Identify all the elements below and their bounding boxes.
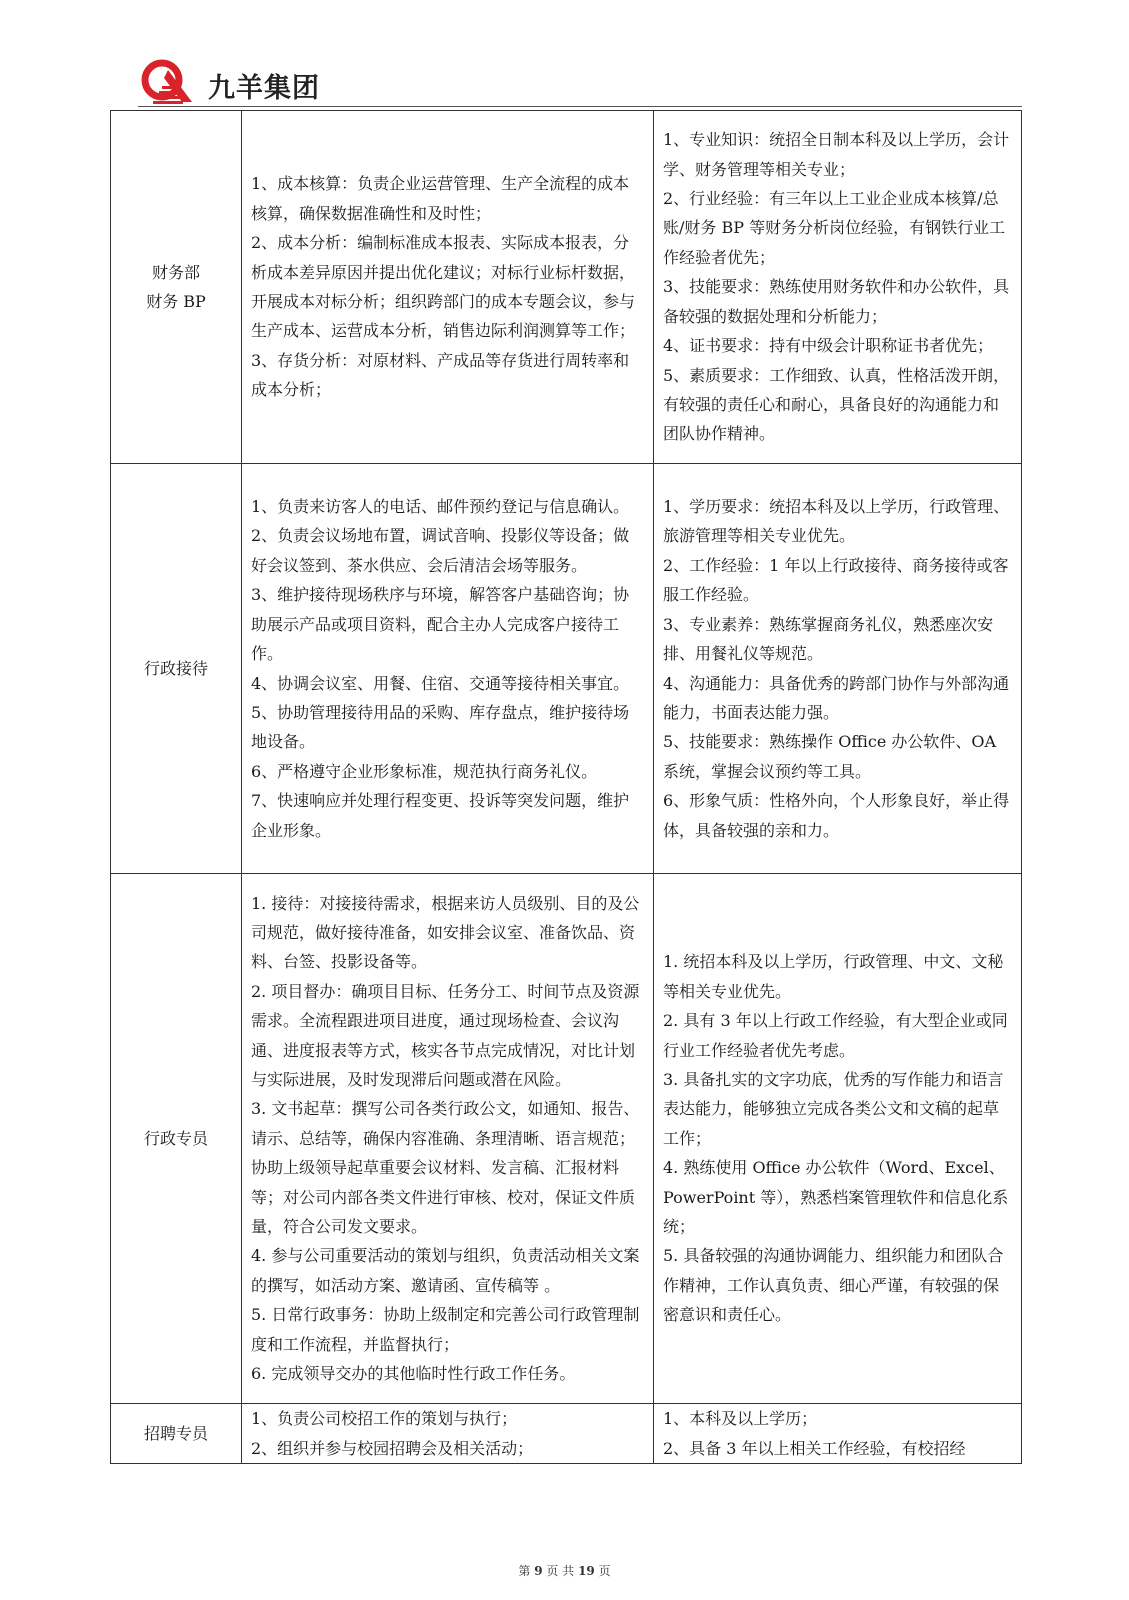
requirement-item: 6、形象气质：性格外向，个人形象良好，举止得体，具备较强的亲和力。 — [663, 791, 1010, 840]
requirement-item: 2、工作经验：1 年以上行政接待、商务接待或客服工作经验。 — [663, 555, 1009, 605]
requirement-item: 4、沟通能力：具备优秀的跨部门协作与外部沟通能力，书面表达能力强。 — [663, 673, 1010, 722]
role-cell — [111, 464, 242, 874]
requirement-item: 5、技能要求：熟练操作 Office 办公软件、OA 系统，掌握会议预约等工具。 — [663, 732, 997, 781]
requirement-item: 5. 具备较强的沟通协调能力、组织能力和团队合作精神，工作认真负责、细心严谨，有较强的保密意识和责任心。 — [663, 1246, 1004, 1325]
role-cell — [111, 1404, 242, 1464]
role-line: 行政专员 — [143, 1128, 208, 1148]
page-footer — [0, 1562, 1129, 1579]
duty-item: 2、负责会议场地布置，调试音响、投影仪等设备；做好会议签到、茶水供应、会后清洁会场等服务。 — [251, 526, 630, 575]
duty-item: 3、维护接待现场秩序与环境，解答客户基础咨询；协助展示产品或项目资料，配合主办人完成客户接待工作。 — [251, 585, 630, 664]
footer-middle: 页 共 — [546, 1564, 575, 1578]
page-header — [138, 48, 1022, 108]
job-requirements-table — [110, 110, 1022, 1464]
duty-item: 5. 日常行政事务：协助上级制定和完善公司行政管理制度和工作流程，并监督执行； — [251, 1305, 640, 1354]
table-row — [111, 464, 1022, 874]
duty-item: 1. 接待：对接接待需求，根据来访人员级别、目的及公司规范，做好接待准备，如安排会议室、准备饮品、资料、台签、投影设备等。 — [251, 893, 640, 972]
requirements-cell — [654, 874, 1022, 1404]
duties-cell — [242, 464, 654, 874]
duty-item: 2. 项目督办：确项目目标、任务分工、时间节点及资源需求。全流程跟进项目进度，通过现场检查、会议沟通、进度报表等方式，核实各节点完成情况，对比计划与实际进展，及时发现滞后问题或潜在风险。 — [251, 981, 640, 1089]
role-line: 财务部 — [151, 262, 200, 282]
table-row — [111, 111, 1022, 464]
duties-cell — [242, 1404, 654, 1464]
role-line: 财务 BP — [146, 292, 206, 311]
duty-item: 4、协调会议室、用餐、住宿、交通等接待相关事宜。 — [251, 673, 630, 693]
requirement-item: 4. 熟练使用 Office 办公软件（Word、Excel、PowerPoint 等），熟悉档案管理软件和信息化系统； — [663, 1158, 1009, 1237]
duty-item: 1、负责来访客人的电话、邮件预约登记与信息确认。 — [251, 497, 630, 517]
header-divider — [138, 106, 1022, 107]
requirement-item: 2. 具有 3 年以上行政工作经验，有大型企业或同行业工作经验者优先考虑。 — [663, 1011, 1008, 1060]
requirement-item: 5、素质要求：工作细致、认真，性格活泼开朗，有较强的责任心和耐心，具备良好的沟通能力和团队协作精神。 — [663, 365, 1010, 444]
footer-page-number: 9 — [534, 1564, 543, 1578]
requirement-item: 3、专业素养：熟练掌握商务礼仪，熟悉座次安排、用餐礼仪等规范。 — [663, 614, 994, 664]
requirement-item: 3. 具备扎实的文字功底，优秀的写作能力和语言表达能力，能够独立完成各类公文和文稿的起草工作； — [663, 1069, 1004, 1148]
role-cell — [111, 874, 242, 1404]
requirement-item: 2、具备 3 年以上相关工作经验，有校招经 — [663, 1438, 966, 1458]
requirements-cell — [654, 111, 1022, 464]
company-logo — [138, 56, 208, 108]
duty-item: 1、成本核算：负责企业运营管理、生产全流程的成本核算，确保数据准确性和及时性； — [251, 174, 630, 223]
requirements-cell — [654, 464, 1022, 874]
table-row — [111, 1404, 1022, 1464]
requirement-item: 1. 统招本科及以上学历，行政管理、中文、文秘等相关专业优先。 — [663, 952, 1004, 1001]
role-line: 招聘专员 — [143, 1423, 208, 1443]
duty-item: 5、协助管理接待用品的采购、库存盘点，维护接待场地设备。 — [251, 702, 630, 752]
duty-item: 6、严格遵守企业形象标准，规范执行商务礼仪。 — [251, 761, 598, 781]
duties-cell — [242, 874, 654, 1404]
footer-suffix: 页 — [598, 1564, 611, 1578]
requirements-cell — [654, 1404, 1022, 1464]
duty-item: 1、负责公司校招工作的策划与执行； — [251, 1409, 518, 1429]
requirement-item: 4、证书要求：持有中级会计职称证书者优先； — [663, 336, 994, 356]
table-row — [111, 874, 1022, 1404]
requirement-item: 1、本科及以上学历； — [663, 1409, 818, 1429]
requirement-item: 1、专业知识：统招全日制本科及以上学历，会计学、财务管理等相关专业； — [663, 130, 1010, 179]
duties-cell — [242, 111, 654, 464]
role-line: 行政接待 — [143, 658, 208, 678]
requirement-item: 2、行业经验：有三年以上工业企业成本核算/总账/财务 BP 等财务分析岗位经验，有钢铁行业工作经验者优先； — [663, 189, 1006, 267]
duty-item: 3. 文书起草：撰写公司各类行政公文，如通知、报告、请示、总结等，确保内容准确、条理清晰、语言规范；协助上级领导起草重要会议材料、发言稿、汇报材料等；对公司内部各类文件进行审核、校对，保证文件质量，符合公司发文要求。 — [251, 1099, 640, 1237]
requirement-item: 3、技能要求：熟练使用财务软件和办公软件，具备较强的数据处理和分析能力； — [663, 277, 1010, 326]
duty-item: 2、组织并参与校园招聘会及相关活动； — [251, 1438, 534, 1458]
role-cell — [111, 111, 242, 464]
company-name: 九羊集团 — [208, 73, 320, 104]
requirement-item: 1、学历要求：统招本科及以上学历，行政管理、旅游管理等相关专业优先。 — [663, 497, 1010, 546]
duty-item: 4. 参与公司重要活动的策划与组织，负责活动相关文案的撰写，如活动方案、邀请函、宣传稿等 。 — [251, 1246, 640, 1295]
footer-total-pages: 19 — [578, 1564, 595, 1578]
duty-item: 6. 完成领导交办的其他临时性行政工作任务。 — [251, 1364, 576, 1384]
duty-item: 3、存货分析：对原材料、产成品等存货进行周转率和成本分析； — [251, 350, 630, 400]
footer-prefix: 第 — [518, 1564, 531, 1578]
duty-item: 2、成本分析：编制标准成本报表、实际成本报表，分析成本差异原因并提出优化建议；对标行业标杆数据，开展成本对标分析；组织跨部门的成本专题会议，参与生产成本、运营成本分析，销售边际利润测算等工作； — [251, 233, 636, 341]
duty-item: 7、快速响应并处理行程变更、投诉等突发问题，维护企业形象。 — [251, 791, 630, 840]
